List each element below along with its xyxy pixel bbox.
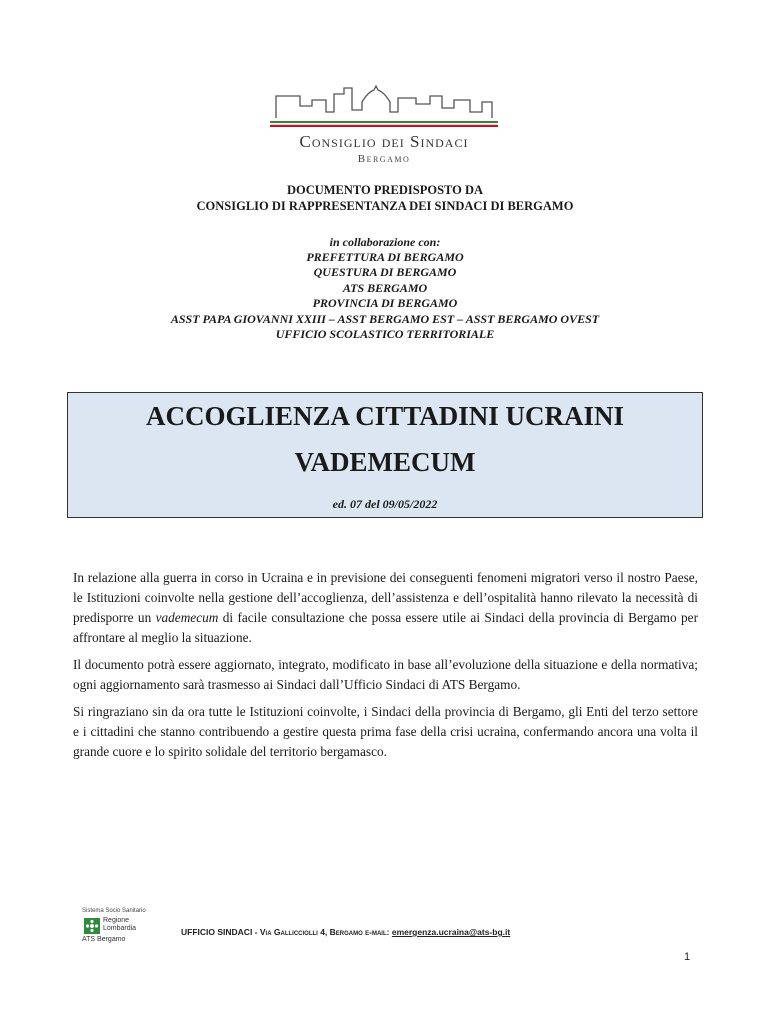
logo-title: Consiglio dei Sindaci bbox=[299, 132, 469, 151]
edition-label: ed. 07 del 09/05/2022 bbox=[332, 497, 438, 511]
paragraph-3: Si ringraziano sin da ora tutte le Istituzioni coinvolte, i Sindaci della provincia di Bergamo, gli Enti del terzo settore e i cittadini che stanno contribuendo a gestire questa prima fase della crisi ucraina, confermando ancora una volta il grande cuore e lo spirito solidale del territorio bergamasco. bbox=[73, 704, 698, 759]
city-skyline-icon bbox=[270, 82, 498, 132]
logo-subtitle: Bergamo bbox=[357, 153, 411, 165]
paragraph-2: Il documento potrà essere aggiornato, integrato, modificato in base all’evoluzione della situazione e della normativa; ogni aggiornamento sarà trasmesso ai Sindaci dall’Ufficio Sindaci di ATS Bergamo. bbox=[73, 657, 698, 692]
footer-contact bbox=[181, 927, 510, 937]
paragraph-1-text-end: di facile consultazione che possa essere utile ai Sindaci della provincia di Bergamo per affrontare al meglio la situazione. bbox=[73, 610, 698, 645]
collab-entity: UFFICIO SCOLASTICO TERRITORIALE bbox=[275, 327, 495, 341]
paragraph-1-text: In relazione alla guerra in corso in Ucraina e in previsione dei conseguenti fenomeni migratori verso il nostro Paese, le Istituzioni coinvolte nella gestione dell’accoglienza, dell’assistenza e dell’ospitalità hanno rilevato la necessità di predisporre un bbox=[73, 570, 698, 625]
header-line-1: DOCUMENTO PREDISPOSTO DA bbox=[286, 183, 484, 197]
collab-entity: ATS BERGAMO bbox=[342, 281, 428, 295]
title-box bbox=[67, 392, 703, 518]
email-link[interactable]: emergenza.ucraina@ats-bg.it bbox=[391, 927, 511, 937]
collab-entity: ASST PAPA GIOVANNI XXIII – ASST BERGAMO EST – ASST BERGAMO OVEST bbox=[170, 312, 600, 326]
consiglio-sindaci-logo bbox=[270, 82, 498, 170]
office-label: UFFICIO SINDACI - bbox=[181, 927, 260, 937]
vademecum-emphasis: vademecum bbox=[155, 610, 219, 625]
paragraph-1 bbox=[73, 568, 698, 648]
logo-system-label: Sistema Socio Sanitario bbox=[82, 908, 146, 914]
collaboration-intro: in collaborazione con: bbox=[329, 235, 441, 249]
collab-entity: PREFETTURA DI BERGAMO bbox=[306, 250, 464, 264]
body-text bbox=[73, 568, 698, 769]
header-line-2: CONSIGLIO DI RAPPRESENTANZA DEI SINDACI DI BERGAMO bbox=[196, 199, 574, 213]
page-number: 1 bbox=[684, 951, 691, 963]
logo-region-label: Regione Lombardia bbox=[103, 917, 137, 932]
document-subtitle: VADEMECUM bbox=[294, 447, 476, 477]
ats-logo bbox=[82, 908, 152, 956]
office-address: Via Gallicciolli 4, Bergamo e-mail: bbox=[259, 927, 392, 937]
lombardia-rose-icon bbox=[84, 918, 100, 934]
document-title: ACCOGLIENZA CITTADINI UCRAINI bbox=[145, 401, 625, 431]
collab-entity: QUESTURA DI BERGAMO bbox=[313, 265, 457, 279]
logo-ats-label: ATS Bergamo bbox=[82, 936, 126, 943]
collab-entity: PROVINCIA DI BERGAMO bbox=[312, 296, 458, 310]
